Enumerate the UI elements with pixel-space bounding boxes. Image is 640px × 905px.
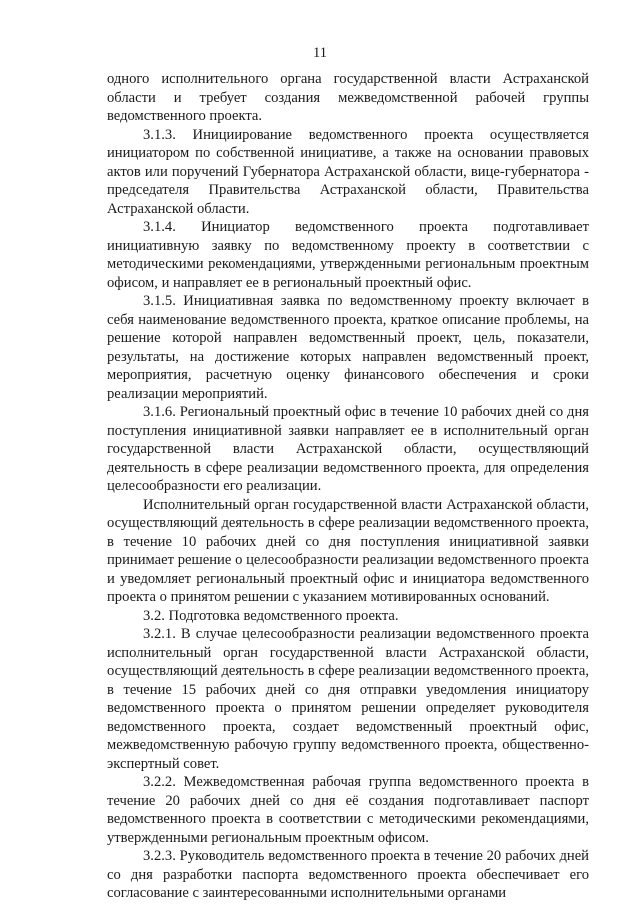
section-heading-3-2: 3.2. Подготовка ведомственного проекта. [143,607,399,624]
paragraph-3-1-4: 3.1.4. Инициатор ведомственного проекта подготавливает инициативную заявку по ведомственному проекту в соответствии с методическими рекомендациями, утвержденными региональным проектным офисом, и направляет ее в региональный проектный офис. [107,219,589,291]
document-body [107,70,589,903]
paragraph-executive-body-decision: Исполнительный орган государственной власти Астраханской области, осуществляющий деятельность в сфере реализации ведомственного проекта, в течение 10 рабочих дней со дня поступления инициативной заявки принимает решение о целесообразности реализации ведомственного проекта и уведомляет региональный проектный офис и инициатора ведомственного проекта о принятом решении с указанием мотивированных оснований. [107,496,589,605]
paragraph-3-2-3: 3.2.3. Руководитель ведомственного проекта в течение 20 рабочих дней со дня разработки паспорта ведомственного проекта обеспечивает его согласование с заинтересованными исполнительными органами [107,848,589,901]
paragraph-3-1-3: 3.1.3. Инициирование ведомственного проекта осуществляется инициатором по собственной инициативе, а также на основании правовых актов или поручений Губернатора Астраханской области, вице-губернатора - председателя Правительства Астраханской области, Правительства Астраханской области. [107,126,589,217]
paragraph-3-2-2: 3.2.2. Межведомственная рабочая группа ведомственного проекта в течение 20 рабочих дней со дня её создания подготавливает паспорт ведомственного проекта в соответствии с методическими рекомендациями, утвержденными региональным проектным офисом. [107,774,589,846]
paragraph-3-1-5: 3.1.5. Инициативная заявка по ведомственному проекту включает в себя наименование ведомственного проекта, краткое описание проблемы, на решение которой направлен ведомственный проект, цель, показатели, результаты, на достижение которых направлен ведомственный проект, мероприятия, расчетную оценку финансового обеспечения и сроки реализации мероприятий. [107,293,589,402]
page-number: 11 [313,45,327,61]
paragraph-3-1-6: 3.1.6. Региональный проектный офис в течение 10 рабочих дней со дня поступления инициативной заявки направляет ее в исполнительный орган государственной власти Астраханской области, осуществляющий деятельность в сфере реализации ведомственного проекта, для определения целесообразности его реализации. [107,404,589,494]
paragraph-continuation: одного исполнительного органа государственной власти Астраханской области и требует создания межведомственной рабочей группы ведомственного проекта. [107,71,589,124]
paragraph-3-2-1: 3.2.1. В случае целесообразности реализации ведомственного проекта исполнительный орган государственной власти Астраханской области, осуществляющий деятельность в сфере реализации ведомственного проекта, в течение 15 рабочих дней со дня отправки уведомления инициатору ведомственного проекта о принятом решении определяет руководителя ведомственного проекта, создает ведомственный проектный офис, межведомственную рабочую группу ведомственного проекта, общественно-экспертный совет. [107,626,589,772]
